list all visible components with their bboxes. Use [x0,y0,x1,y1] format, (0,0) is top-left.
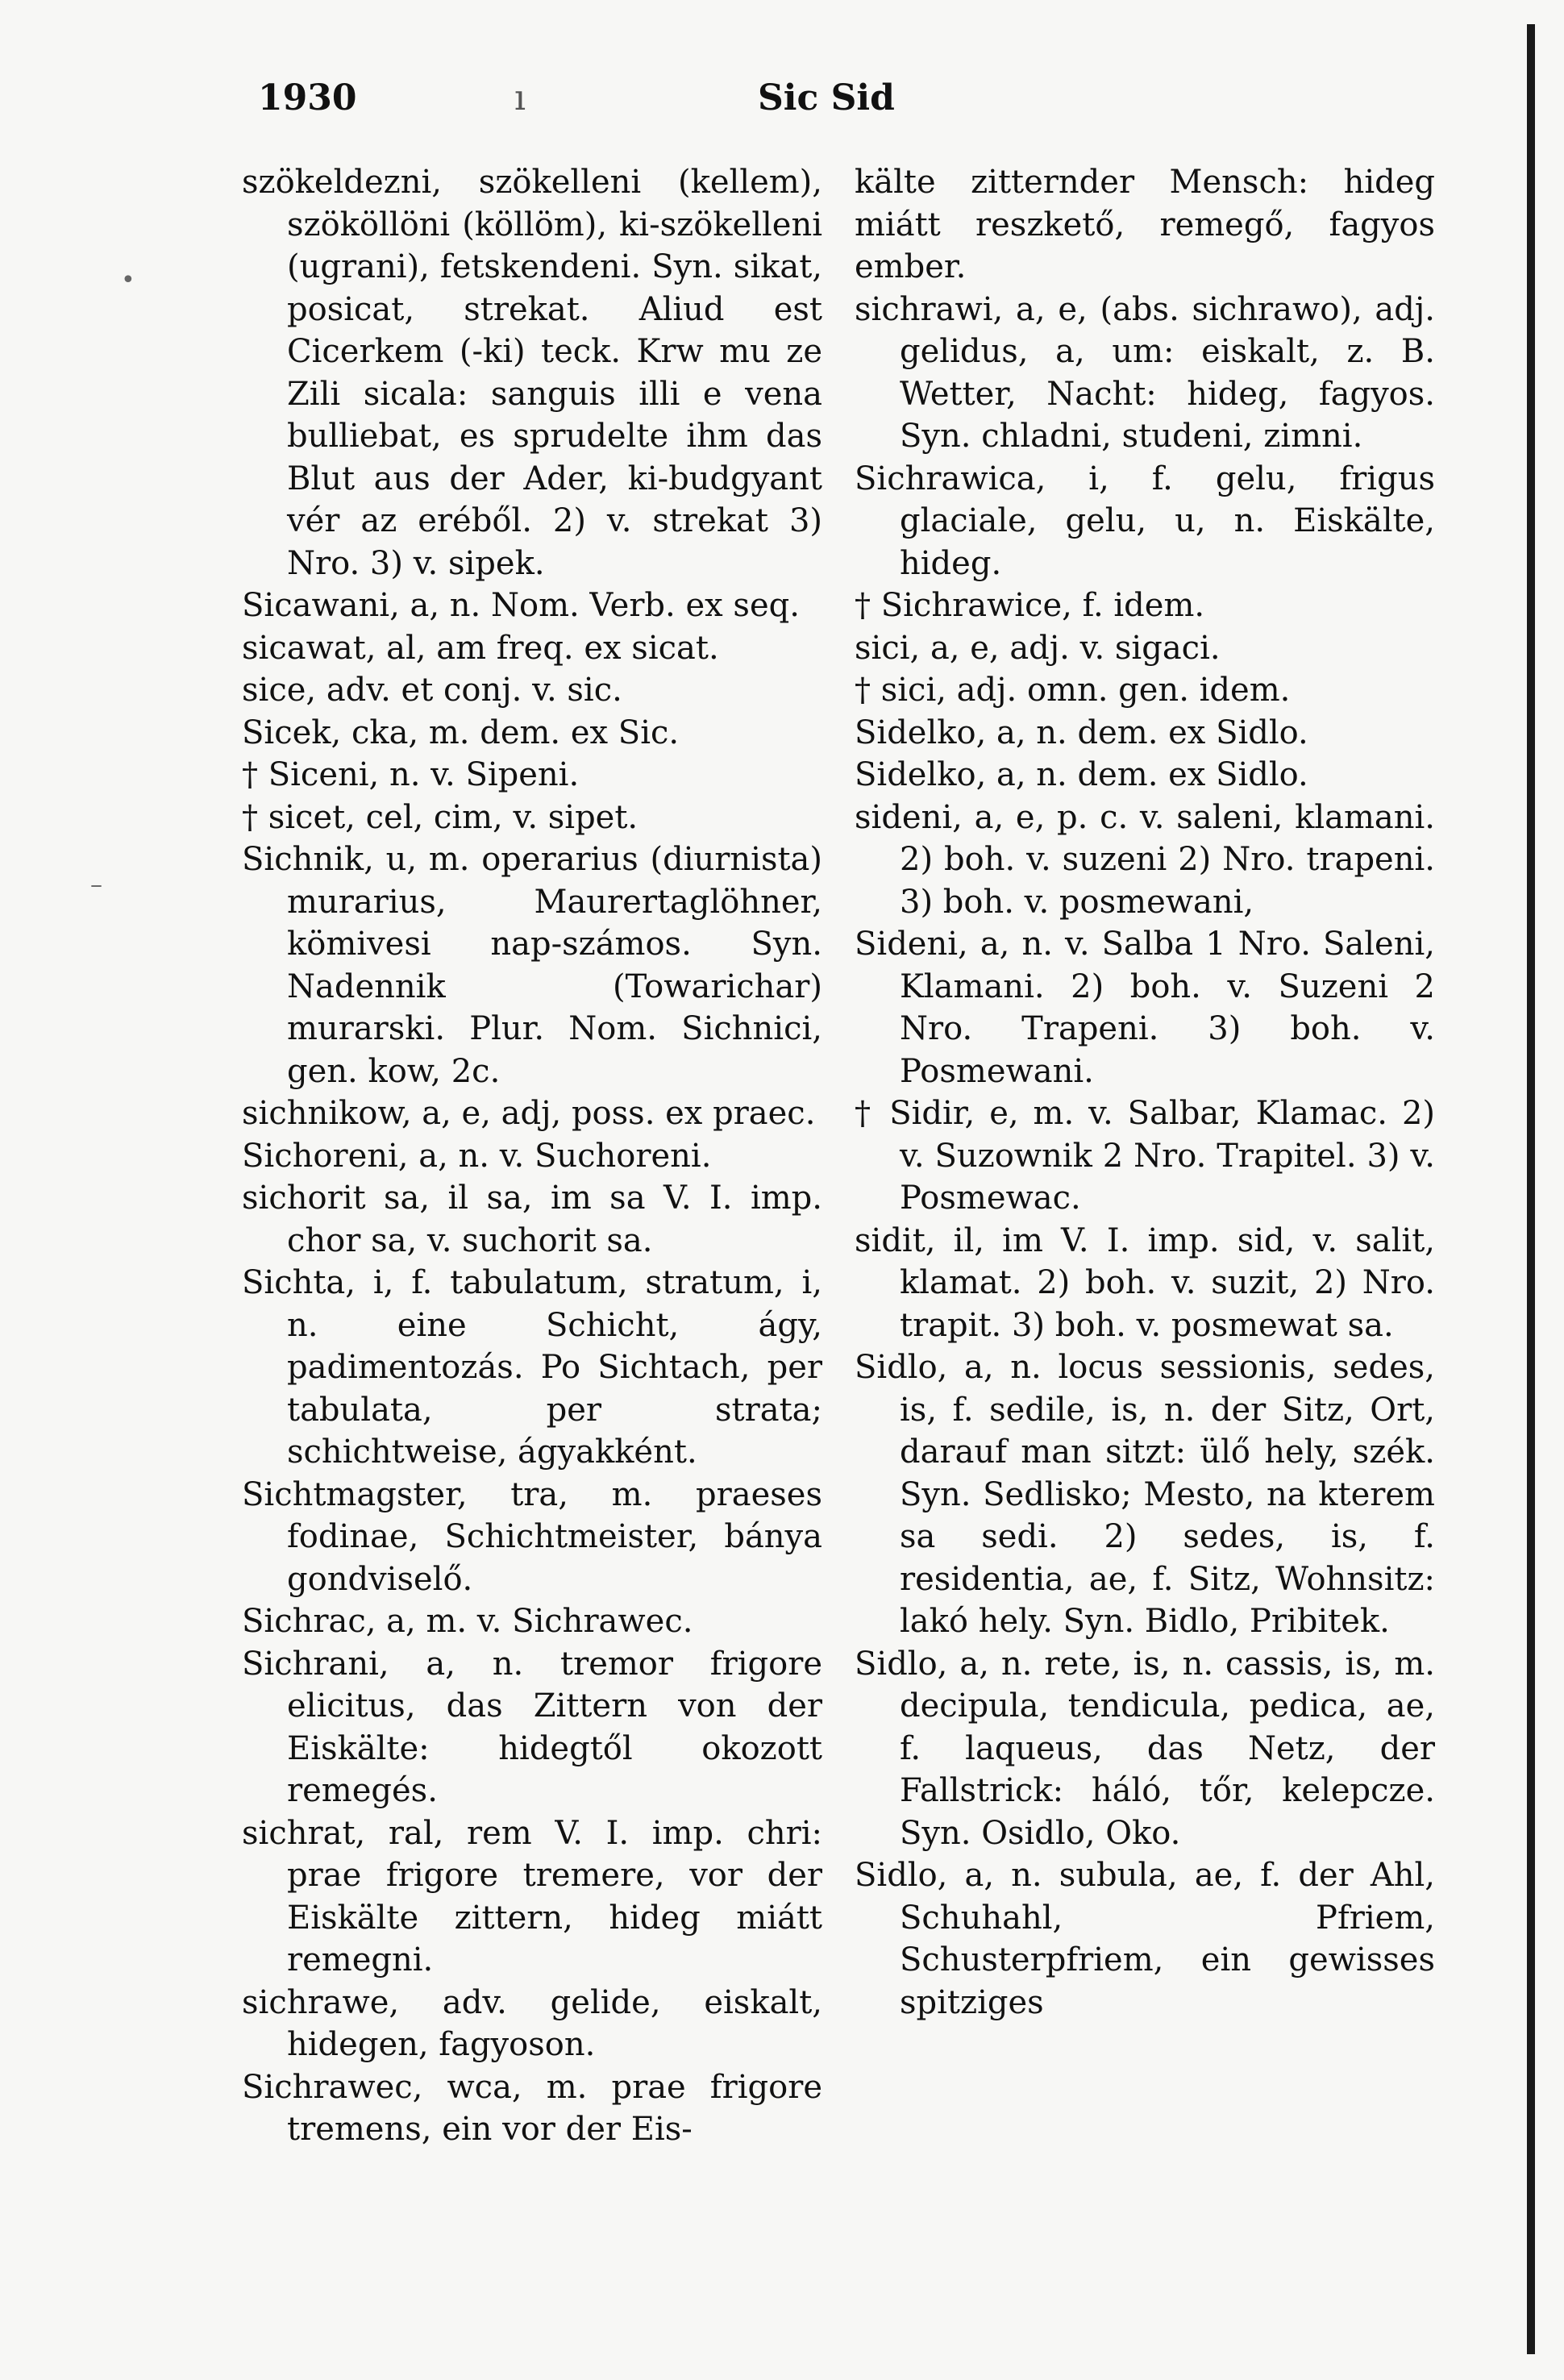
dictionary-entry: Sidlo, a, n. locus sessionis, sedes, is, f. sedile, is, n. der Sitz, Ort, darauf man sitzt: ülő hely, szék. Syn. Sedlisko; Mesto, na kterem sa sedi. 2) sedes, is, f. residentia, ae, f. Sitz, Wohnsitz: lakó hely. Syn. Bidlo, Pribitek. [855,1349,1435,1640]
dictionary-entry: sice, adv. et conj. v. sic. [242,672,622,709]
dictionary-entry: Sidelko, a, n. dem. ex Sidlo. [855,714,1308,751]
dictionary-entry: sichorit sa, il sa, im sa V. I. imp. chor sa, v. suchorit sa. [242,1180,822,1259]
dictionary-entry: Sichnik, u, m. operarius (diurnista) murarius, Maurertaglöhner, kömivesi nap-számos. Syn. Nadennik (Towarichar) murarski. Plur. Nom. Sichnici, gen. kow, 2c. [242,841,822,1090]
left-column [242,161,822,2151]
dictionary-entry: † Sidir, e, m. v. Salbar, Klamac. 2) v. Suzownik 2 Nro. Trapitel. 3) v. Posmewac. [855,1095,1435,1217]
dictionary-entry: Sichta, i, f. tabulatum, stratum, i, n. eine Schicht, ágy, padimentozás. Po Sichtach, per tabulata, per strata; schichtweise, ágyakként. [242,1264,822,1471]
dictionary-entry: Sidelko, a, n. dem. ex Sidlo. [855,756,1308,793]
page-header [258,77,1451,126]
dictionary-entry: Sidlo, a, n. subula, ae, f. der Ahl, Schuhahl, Pfriem, Schusterpfriem, ein gewisses spitziges [855,1857,1435,2021]
dictionary-entry: sichrawe, adv. gelide, eiskalt, hidegen, fagyoson. [242,1983,822,2063]
dictionary-entry: Sichrac, a, m. v. Sichrawec. [242,1603,693,1640]
header-divider: ı [514,77,526,119]
right-column [855,161,1435,2024]
dictionary-entry: sicawat, al, am freq. ex sicat. [242,629,719,667]
dictionary-entry: sici, a, e, adj. v. sigaci. [855,629,1221,667]
dictionary-entry: Sichoreni, a, n. v. Suchoreni. [242,1137,712,1175]
dictionary-entry: Sichrawica, i, f. gelu, frigus glaciale, gelu, u, n. Eiskälte, hideg. [855,460,1435,582]
dictionary-entry: sidit, il, im V. I. imp. sid, v. salit, klamat. 2) boh. v. suzit, 2) Nro. trapit. 3) boh. v. posmewat sa. [855,1221,1435,1344]
dictionary-entry: Sicek, cka, m. dem. ex Sic. [242,714,680,751]
dictionary-entry: Sichrani, a, n. tremor frigore elicitus, das Zittern von der Eiskälte: hidegtől okozott remegés. [242,1645,822,1809]
dictionary-entry: † Siceni, n. v. Sipeni. [242,756,580,793]
page-edge-bar [1527,24,1535,2354]
dictionary-entry: Sichtmagster, tra, m. praeses fodinae, Schichtmeister, bánya gondviselő. [242,1475,822,1598]
dictionary-entry: Sicawani, a, n. Nom. Verb. ex seq. [242,587,800,624]
page-number: 1930 [258,77,357,119]
dictionary-entry: † sicet, cel, cim, v. sipet. [242,798,638,836]
dictionary-entry: sichnikow, a, e, adj, poss. ex praec. [242,1095,816,1132]
dictionary-entry: szökeldezni, szökelleni (kellem), szököllöni (köllöm), ki-szökelleni (ugrani), fetskendeni. Syn. sikat, posicat, strekat. Aliud est Cicerkem (-ki) teck. Krw mu ze Zili sicala: sanguis illi e vena bulliebat, es sprudelte ihm das Blut aus der Ader, ki-budgyant vér az eréből. 2) v. strekat 3) Nro. 3) v. sipek. [242,164,822,582]
dictionary-entry: sichrawi, a, e, (abs. sichrawo), adj. gelidus, a, um: eiskalt, z. B. Wetter, Nacht: hideg, fagyos. Syn. chladni, studeni, zimni. [855,290,1435,455]
dictionary-entry: Sichrawec, wca, m. prae frigore tremens, ein vor der Eis- [242,2068,822,2148]
dictionary-entry: Sideni, a, n. v. Salba 1 Nro. Saleni, Klamani. 2) boh. v. Suzeni 2 Nro. Trapeni. 3) boh. v. Posmewani. [855,926,1435,1090]
dictionary-entry-continuation: kälte zitternder Mensch: hideg miátt reszkető, remegő, fagyos ember. [855,164,1435,285]
dictionary-entry: † Sichrawice, f. idem. [855,587,1205,624]
dictionary-entry: Sidlo, a, n. rete, is, n. cassis, is, m. decipula, tendicula, pedica, ae, f. laqueus, das Netz, der Fallstrick: háló, tőr, kelepcze. Syn. Osidlo, Oko. [855,1645,1435,1852]
dictionary-entry: † sici, adj. omn. gen. idem. [855,672,1291,709]
dictionary-entry: sichrat, ral, rem V. I. imp. chri: prae frigore tremere, vor der Eiskälte zittern, hideg miátt remegni. [242,1814,822,1978]
margin-dash-mark: – [90,871,102,899]
running-head: Sic Sid [758,77,895,119]
dictionary-entry: sideni, a, e, p. c. v. saleni, klamani. 2) boh. v. suzeni 2) Nro. trapeni. 3) boh. v. posmewani, [855,798,1435,921]
margin-dot-mark: • [121,266,135,294]
